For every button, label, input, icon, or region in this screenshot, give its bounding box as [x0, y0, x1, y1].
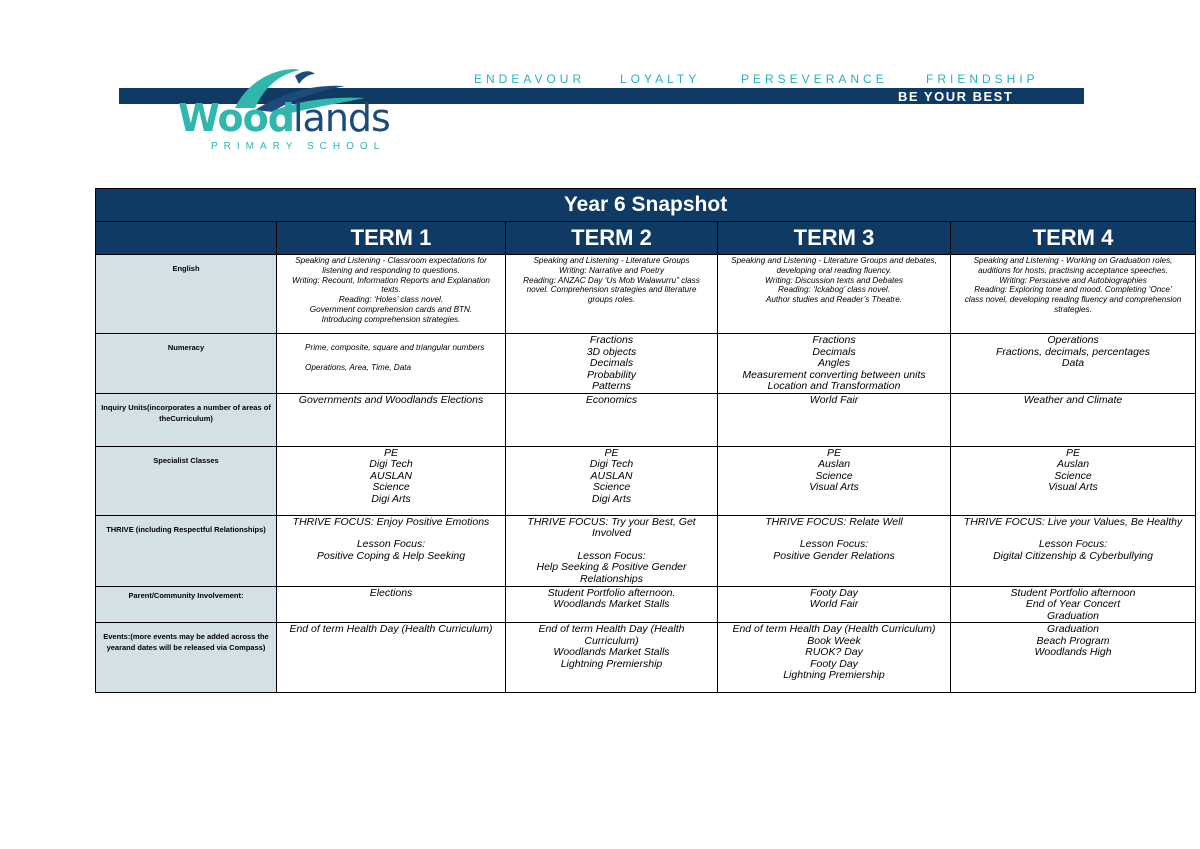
value-friendship: FRIENDSHIP	[926, 72, 1039, 86]
events-term4: Graduation Beach Program Woodlands High	[951, 623, 1196, 693]
table-row	[96, 623, 1196, 693]
table-title: Year 6 Snapshot	[96, 189, 1196, 222]
specialist-term4: PE Auslan Science Visual Arts	[951, 446, 1196, 515]
row-label-parent-community: Parent/Community Involvement:	[96, 586, 277, 623]
community-term2: Student Portfolio afternoon. Woodlands Market Stalls	[506, 586, 718, 623]
events-term3: End of term Health Day (Health Curriculum) Book Week RUOK? Day Footy Day Lightning Premiership	[718, 623, 951, 693]
thrive-term2: THRIVE FOCUS: Try your Best, Get Involved Lesson Focus: Help Seeking & Positive Gender Relationships	[506, 515, 718, 586]
numeracy-term4: Operations Fractions, decimals, percentages Data	[951, 334, 1196, 394]
events-term2: End of term Health Day (Health Curriculum) Woodlands Market Stalls Lightning Premiership	[506, 623, 718, 693]
table-row	[96, 334, 1196, 394]
value-loyalty: LOYALTY	[620, 72, 701, 86]
row-label-specialist-classes: Specialist Classes	[96, 446, 277, 515]
row-label-numeracy: Numeracy	[96, 334, 277, 394]
numeracy-term2: Fractions 3D objects Decimals Probability Patterns	[506, 334, 718, 394]
community-term1: Elections	[277, 586, 506, 623]
specialist-term2: PE Digi Tech AUSLAN Science Digi Arts	[506, 446, 718, 515]
term-header: TERM 2	[506, 222, 718, 255]
term-header: TERM 4	[951, 222, 1196, 255]
table-row	[96, 586, 1196, 623]
inquiry-term2: Economics	[506, 393, 718, 446]
thrive-term3: THRIVE FOCUS: Relate Well Lesson Focus: Positive Gender Relations	[718, 515, 951, 586]
inquiry-term3: World Fair	[718, 393, 951, 446]
school-logo	[170, 66, 460, 161]
term-header: TERM 1	[277, 222, 506, 255]
english-term2: Speaking and Listening - Literature Groups Writing: Narrative and Poetry Reading: ANZAC Day ‘Us Mob Walawurru’’ class novel. Comprehension strategies and literature groups roles.	[506, 255, 718, 334]
row-label-events: Events:(more events may be added across the yearand dates will be released via Compass)	[96, 623, 277, 693]
table-row	[96, 515, 1196, 586]
value-perseverance: PERSEVERANCE	[741, 72, 888, 86]
community-term3: Footy Day World Fair	[718, 586, 951, 623]
row-label-inquiry-units: Inquiry Units(incorporates a number of areas of theCurriculum)	[96, 393, 277, 446]
row-label-english: English	[96, 255, 277, 334]
numeracy-term1: Prime, composite, square and triangular numbers Operations, Area, Time, Data	[277, 334, 506, 394]
events-term1: End of term Health Day (Health Curriculum)	[277, 623, 506, 693]
thrive-term4: THRIVE FOCUS: Live your Values, Be Healthy Lesson Focus: Digital Citizenship & Cyberbullying	[951, 515, 1196, 586]
specialist-term1: PE Digi Tech AUSLAN Science Digi Arts	[277, 446, 506, 515]
english-term1: Speaking and Listening - Classroom expectations for listening and responding to questions. Writing: Recount, Information Reports and Explanation texts. Reading: ‘Holes’ class novel. Government comprehension cards and BTN. Introducing comprehension strategies.	[277, 255, 506, 334]
school-motto: BE YOUR BEST	[898, 89, 1014, 104]
inquiry-term4: Weather and Climate	[951, 393, 1196, 446]
value-endeavour: ENDEAVOUR	[474, 72, 586, 86]
logo-subtitle: PRIMARY SCHOOL	[211, 141, 386, 152]
thrive-term1: THRIVE FOCUS: Enjoy Positive Emotions Lesson Focus: Positive Coping & Help Seeking	[277, 515, 506, 586]
table-row	[96, 393, 1196, 446]
school-values	[470, 72, 1070, 88]
numeracy-term3: Fractions Decimals Angles Measurement converting between units Location and Transformation	[718, 334, 951, 394]
table-row	[96, 255, 1196, 334]
row-label-thrive: THRIVE (including Respectful Relationships)	[96, 515, 277, 586]
specialist-term3: PE Auslan Science Visual Arts	[718, 446, 951, 515]
english-term4: Speaking and Listening - Working on Graduation roles, auditions for hosts, practising acceptance speeches. Writing: Persuasive and Autobiographies Reading: Exploring tone and mood. Completing ‘Once’ class novel, developing reading fluency and comprehension strategies.	[951, 255, 1196, 334]
logo-text-wood: Wood	[178, 96, 294, 140]
english-term3: Speaking and Listening - Literature Groups and debates, developing oral reading fluency. Writing: Discussion texts and Debates Reading: ‘Ickabog’ class novel. Author studies and Reader’s Theatre.	[718, 255, 951, 334]
logo-text-lands: lands	[293, 96, 390, 140]
table-row	[96, 446, 1196, 515]
header-corner-cell	[96, 222, 277, 255]
community-term4: Student Portfolio afternoon End of Year Concert Graduation	[951, 586, 1196, 623]
term-header: TERM 3	[718, 222, 951, 255]
inquiry-term1: Governments and Woodlands Elections	[277, 393, 506, 446]
year6-snapshot-table	[95, 188, 1196, 693]
